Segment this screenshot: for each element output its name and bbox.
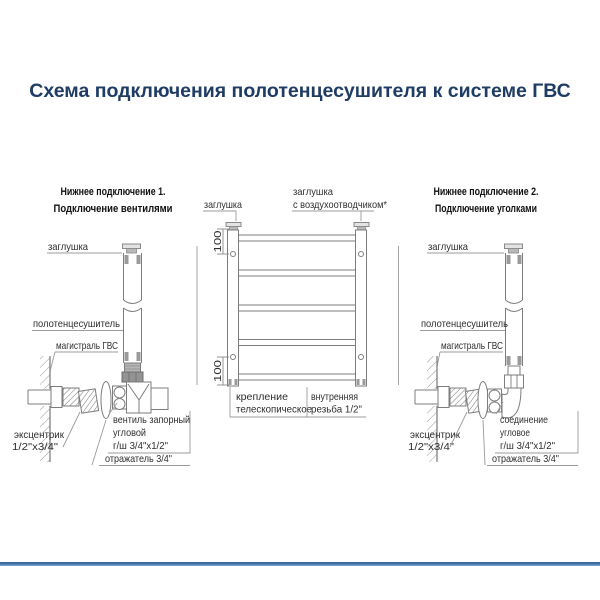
- right-diagram: [408, 186, 578, 466]
- svg-text:заглушка: заглушка: [204, 199, 243, 211]
- svg-text:магистраль ГВС: магистраль ГВС: [441, 340, 504, 352]
- right-heading-line2: Подключение уголками: [435, 203, 537, 215]
- left-main-label: [46, 340, 118, 387]
- left-heading-line2: Подключение вентилями: [53, 203, 173, 215]
- left-cap-label: заглушка: [48, 241, 89, 253]
- right-rail-label: [420, 318, 508, 331]
- svg-text:телескопическое: телескопическое: [236, 403, 313, 416]
- svg-text:вентиль запорный: вентиль запорный: [113, 414, 191, 426]
- svg-text:магистраль ГВС: магистраль ГВС: [56, 340, 119, 352]
- right-towel-rail-pipe: [506, 253, 523, 366]
- left-diagram: [12, 186, 190, 466]
- middle-mount-label: [230, 387, 312, 417]
- svg-text:отражатель 3/4": отражатель 3/4": [492, 453, 560, 465]
- middle-rungs: [239, 235, 356, 380]
- right-corner-part: [488, 366, 524, 418]
- middle-cap-label: [203, 199, 242, 221]
- left-supply-pipe: [28, 387, 62, 408]
- svg-text:внутренняя: внутренняя: [311, 391, 358, 403]
- dimension-bottom: [212, 357, 229, 385]
- svg-text:полотенцесушитель: полотенцесушитель: [421, 318, 509, 330]
- page-title: Схема подключения полотенцесушителя к системе ГВС: [29, 80, 571, 102]
- right-reflector-part: [478, 382, 488, 419]
- left-towel-rail-pipe: [124, 253, 142, 363]
- svg-text:угловой: угловой: [113, 427, 147, 439]
- right-eccentric-part: [450, 388, 466, 406]
- left-heading-line1: Нижнее подключение 1.: [60, 186, 166, 198]
- svg-text:г/ш 3/4"х1/2": г/ш 3/4"х1/2": [113, 440, 169, 452]
- svg-text:с воздухоотводчиком*: с воздухоотводчиком*: [293, 199, 387, 211]
- svg-text:заглушка: заглушка: [293, 186, 334, 198]
- svg-text:резьба 1/2": резьба 1/2": [311, 403, 363, 416]
- middle-right-cap-icon: [354, 223, 369, 231]
- dimension-top: [212, 229, 229, 254]
- right-cap-label: заглушка: [428, 241, 469, 253]
- svg-text:соединение: соединение: [500, 414, 549, 426]
- mount-hole: [359, 355, 364, 360]
- svg-text:1/2"х3/4": 1/2"х3/4": [12, 441, 59, 453]
- right-pipe-cap-icon: [505, 244, 523, 253]
- svg-text:100: 100: [212, 234, 224, 253]
- right-heading-line1: Нижнее подключение 2.: [433, 186, 539, 198]
- mount-hole: [231, 355, 236, 360]
- right-main-label: [433, 340, 503, 387]
- svg-text:г/ш 3/4"х1/2": г/ш 3/4"х1/2": [500, 440, 556, 452]
- svg-text:отражатель 3/4": отражатель 3/4": [105, 453, 173, 465]
- svg-text:эксцентрик: эксцентрик: [14, 429, 65, 441]
- left-eccentric-part-2: [78, 389, 98, 413]
- left-eccentric-part: [63, 388, 79, 406]
- svg-text:полотенцесушитель: полотенцесушитель: [33, 318, 121, 330]
- svg-text:100: 100: [212, 364, 224, 382]
- left-valve-part: [113, 363, 169, 413]
- svg-text:эксцентрик: эксцентрик: [410, 429, 461, 441]
- svg-text:угловое: угловое: [500, 427, 531, 439]
- middle-thread-label: [307, 387, 366, 417]
- mount-hole: [231, 252, 236, 257]
- left-rail-label: [32, 318, 123, 331]
- svg-text:крепление: крепление: [236, 391, 289, 403]
- svg-text:1/2"х3/4": 1/2"х3/4": [408, 441, 455, 453]
- left-pipe-cap-icon: [123, 244, 141, 253]
- middle-air-vent-cap-label: [292, 186, 387, 221]
- right-supply-pipe: [415, 387, 449, 408]
- footer-divider: [0, 562, 600, 566]
- mount-hole: [359, 252, 364, 257]
- middle-diagram: [197, 186, 399, 417]
